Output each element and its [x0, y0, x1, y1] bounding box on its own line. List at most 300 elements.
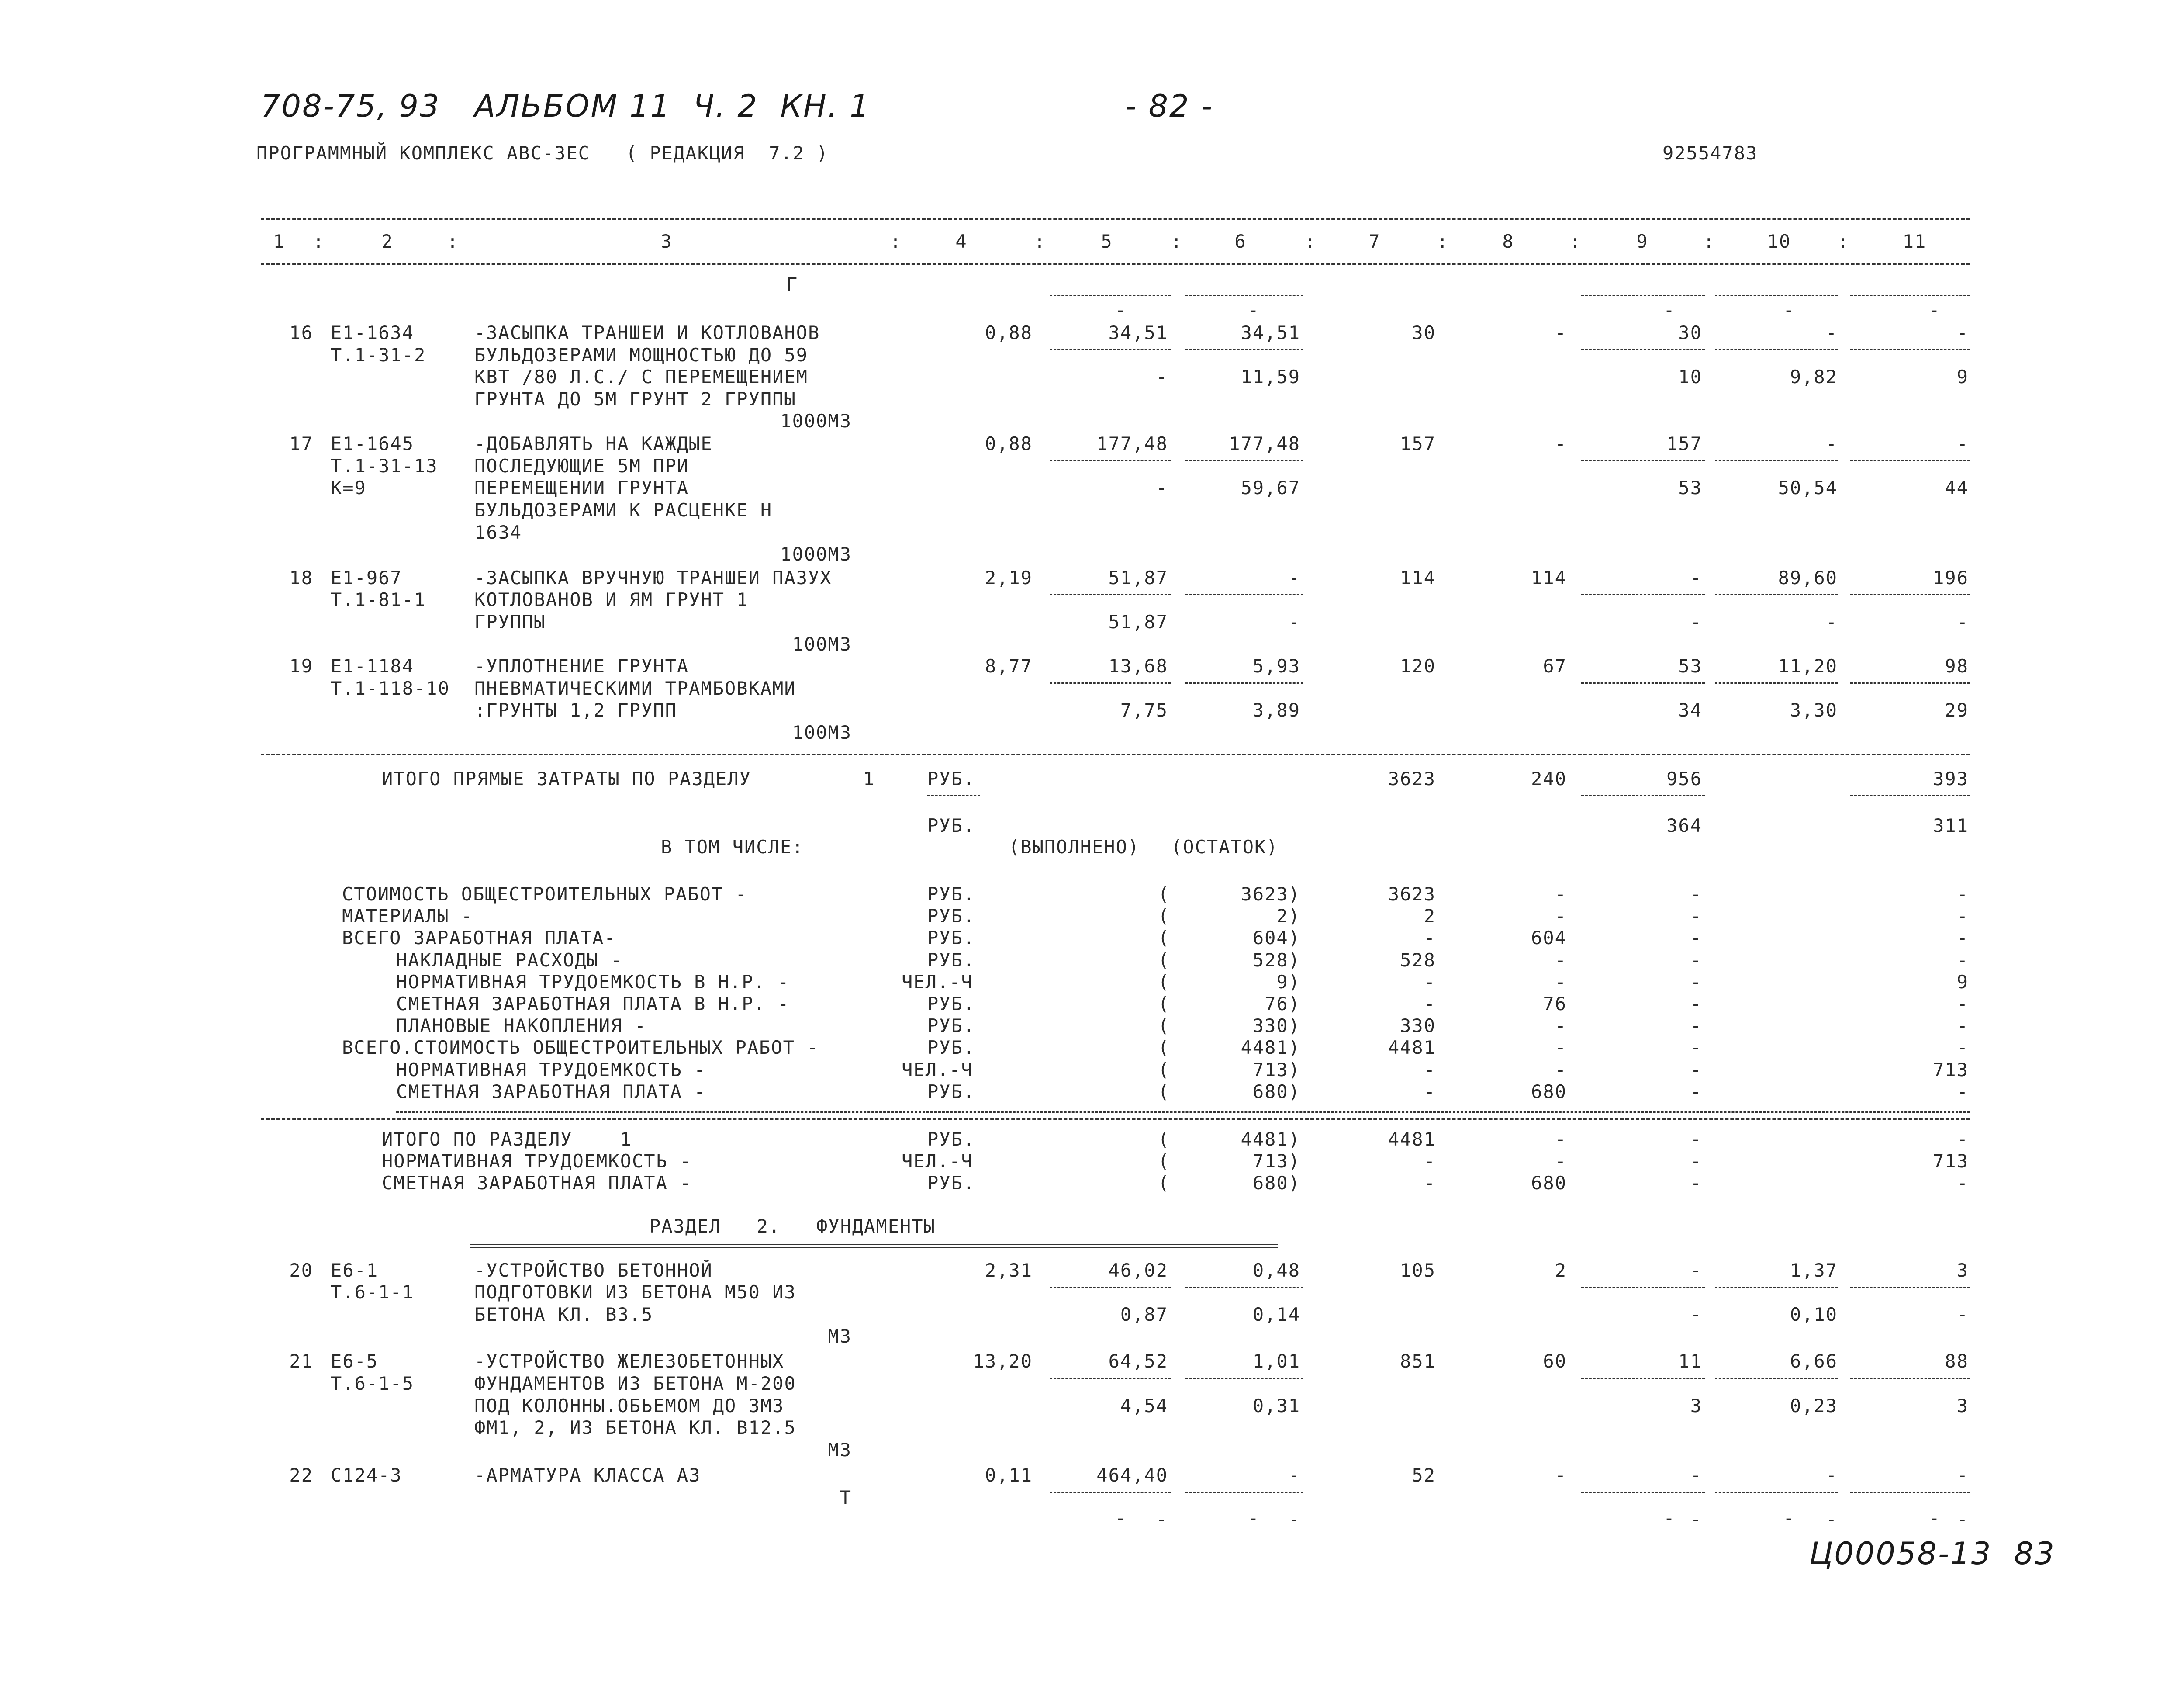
row-unit: Т [840, 1487, 852, 1508]
bracket: ( [1158, 905, 1170, 927]
rate-code: Т.1-31-2 [331, 344, 426, 366]
including-c11: - [1956, 1081, 1969, 1102]
work-description: -ЗАСЫПКА ТРАНШЕИ И КОТЛОВАНОВ [474, 322, 820, 343]
including-item-label: ВСЕГО.СТОИМОСТЬ ОБЩЕСТРОИТЕЛЬНЫХ РАБОТ - [342, 1037, 819, 1058]
cell-c10: - [1825, 322, 1838, 343]
section-title-underline [470, 1244, 1278, 1248]
divider [1715, 1378, 1838, 1379]
including-c9: - [1690, 1081, 1702, 1102]
including-c7: - [1424, 1059, 1436, 1080]
column-header-2: 2 [381, 231, 394, 252]
row-unit: М3 [828, 1439, 852, 1461]
cell-c8: 60 [1543, 1350, 1567, 1372]
including-item-label: ВСЕГО ЗАРАБОТНАЯ ПЛАТА- [342, 927, 616, 949]
section-total-c11: - [1956, 1129, 1969, 1150]
cell-c5: 34,51 [1108, 322, 1168, 343]
cell-c11: 3 [1956, 1260, 1969, 1281]
cell-c10b: - [1825, 611, 1838, 633]
including-item-value: 9) [1276, 971, 1300, 993]
cell-c10: - [1825, 433, 1838, 454]
section-total-unit: РУБ. [927, 1129, 975, 1150]
including-item-unit: РУБ. [927, 949, 975, 971]
row-number: 20 [289, 1260, 313, 1281]
cell-c5b: - [1156, 1509, 1168, 1530]
section-total-label: НОРМАТИВНАЯ ТРУДОЕМКОСТЬ - [382, 1150, 692, 1172]
including-item-label: СМЕТНАЯ ЗАРАБОТНАЯ ПЛАТА В Н.Р. - [396, 993, 790, 1014]
work-description: КВТ /80 Л.С./ С ПЕРЕМЕЩЕНИЕМ [474, 366, 809, 388]
document-code: 92554783 [1662, 142, 1758, 164]
empty-value-dash: - [1248, 299, 1260, 321]
divider [1850, 1378, 1970, 1379]
including-item-value: 3623) [1241, 883, 1300, 905]
work-description: ГРУНТА ДО 5М ГРУНТ 2 ГРУППЫ [474, 388, 796, 410]
including-item-label: СМЕТНАЯ ЗАРАБОТНАЯ ПЛАТА - [396, 1081, 706, 1102]
including-item-unit: РУБ. [927, 905, 975, 927]
cell-c11b: - [1956, 1509, 1969, 1530]
cell-c5: 51,87 [1108, 567, 1168, 589]
cell-c6: 34,51 [1241, 322, 1300, 343]
cell-c6b: 0,31 [1252, 1395, 1300, 1416]
including-c8: 76 [1543, 993, 1567, 1014]
section-total-c9: - [1690, 1172, 1702, 1194]
bracket: ( [1158, 1015, 1170, 1036]
section-total-rule [261, 1118, 1970, 1120]
cell-c9b: 53 [1678, 477, 1702, 499]
including-c7: 3623 [1388, 883, 1436, 905]
column-separator: : [1569, 231, 1582, 252]
cell-c5: 46,02 [1108, 1260, 1168, 1281]
cell-c9: - [1690, 1464, 1702, 1486]
cell-c5b: 51,87 [1108, 611, 1168, 633]
rate-code: Е1-1634 [331, 322, 415, 343]
including-c8: - [1555, 883, 1567, 905]
section-total-value: 680) [1252, 1172, 1300, 1194]
column-separator: : [1837, 231, 1849, 252]
cell-c9: - [1690, 1260, 1702, 1281]
divider [1715, 1287, 1838, 1288]
cell-c5: 177,48 [1096, 433, 1168, 454]
including-item-label: НОРМАТИВНАЯ ТРУДОЕМКОСТЬ В Н.Р. - [396, 971, 790, 993]
divider [1185, 295, 1303, 296]
cell-c6: 0,48 [1252, 1260, 1300, 1281]
including-c8: - [1555, 1059, 1567, 1080]
cell-c9b: 10 [1678, 366, 1702, 388]
cell-c9: 53 [1678, 655, 1702, 677]
work-description: ФУНДАМЕНТОВ ИЗ БЕТОНА М-200 [474, 1373, 796, 1394]
header-rule-bottom [261, 263, 1970, 265]
work-description: -ДОБАВЛЯТЬ НА КАЖДЫЕ [474, 433, 713, 454]
including-c8: 604 [1531, 927, 1567, 949]
cell-c5b: 4,54 [1120, 1395, 1168, 1416]
rate-code: Е1-967 [331, 567, 402, 589]
divider [1715, 349, 1838, 350]
including-c9: - [1690, 927, 1702, 949]
including-c11: - [1956, 993, 1969, 1014]
cell-c7: 52 [1412, 1464, 1436, 1486]
section-total-c7: 4481 [1388, 1129, 1436, 1150]
bracket: ( [1158, 1059, 1170, 1080]
section-total-value: 4481) [1241, 1129, 1300, 1150]
unit-label: Г [786, 274, 798, 295]
column-separator: : [1304, 231, 1317, 252]
work-description: -АРМАТУРА КЛАССА А3 [474, 1464, 701, 1486]
including-c7: 528 [1400, 949, 1436, 971]
divider [1850, 295, 1970, 296]
divider [1185, 460, 1303, 461]
section-total-unit: РУБ. [927, 1172, 975, 1194]
including-c11: - [1956, 905, 1969, 927]
column-separator: : [1703, 231, 1715, 252]
cell-c11b: 44 [1945, 477, 1969, 499]
including-item-unit: РУБ. [927, 883, 975, 905]
column-separator: : [1171, 231, 1183, 252]
cell-c10: - [1825, 1464, 1838, 1486]
divider [1050, 295, 1171, 296]
rate-code: С124-3 [331, 1464, 402, 1486]
work-description: БУЛЬДОЗЕРАМИ К РАСЦЕНКЕ Н [474, 499, 773, 521]
work-description: -УПЛОТНЕНИЕ ГРУНТА [474, 655, 689, 677]
including-c9: - [1690, 883, 1702, 905]
column-separator: : [447, 231, 459, 252]
cell-c4: 2,31 [985, 1260, 1033, 1281]
including-c8: - [1555, 1037, 1567, 1058]
including-c7: - [1424, 993, 1436, 1014]
including-item-unit: РУБ. [927, 993, 975, 1014]
including-c11: - [1956, 1015, 1969, 1036]
cell-c4: 2,19 [985, 567, 1033, 589]
column-header-7: 7 [1368, 231, 1381, 252]
divider [1050, 349, 1171, 350]
including-c8: - [1555, 971, 1567, 993]
cell-c11b: 3 [1956, 1395, 1969, 1416]
including-c11: - [1956, 883, 1969, 905]
work-description: ПОСЛЕДУЮЩИЕ 5М ПРИ [474, 455, 689, 477]
cell-c6b: - [1288, 611, 1300, 633]
column-header-3: 3 [660, 231, 673, 252]
cell-c11: 88 [1945, 1350, 1969, 1372]
divider [1050, 682, 1171, 684]
divider [1850, 460, 1970, 461]
rate-code: Т.1-81-1 [331, 589, 426, 610]
divider [1715, 1492, 1838, 1493]
cell-c5: 64,52 [1108, 1350, 1168, 1372]
section-total-c11: - [1956, 1172, 1969, 1194]
row-number: 19 [289, 655, 313, 677]
cell-c6: - [1288, 567, 1300, 589]
cell-c10b: 0,10 [1790, 1304, 1838, 1325]
empty-value-dash: - [1928, 299, 1941, 321]
handwritten-document-number: 708-75, 93 [261, 88, 441, 124]
cell-c8: 67 [1543, 655, 1567, 677]
bracket: ( [1158, 1129, 1170, 1150]
divider [1715, 295, 1838, 296]
including-item-value: 713) [1252, 1059, 1300, 1080]
work-description: 1634 [474, 522, 522, 543]
cell-c5b: 7,75 [1120, 699, 1168, 721]
section-total-c9: - [1690, 1150, 1702, 1172]
section-total-c7: - [1424, 1150, 1436, 1172]
including-item-value: 330) [1252, 1015, 1300, 1036]
work-description: ПНЕВМАТИЧЕСКИМИ ТРАМБОВКАМИ [474, 678, 796, 699]
total-direct-unit-2: РУБ. [927, 815, 975, 836]
divider [1185, 1492, 1303, 1493]
cell-c11: 196 [1933, 567, 1969, 589]
handwritten-album-reference: АЛЬБОМ 11 Ч. 2 КН. 1 [474, 88, 871, 124]
total-direct-c11b: 311 [1933, 815, 1969, 836]
divider [396, 1111, 1970, 1113]
cell-c11b: 9 [1956, 366, 1969, 388]
row-unit: 1000М3 [780, 410, 852, 432]
section-total-c7: - [1424, 1172, 1436, 1194]
empty-value-dash: - [1783, 1507, 1795, 1529]
column-separator: : [1437, 231, 1449, 252]
including-item-unit: РУБ. [927, 1015, 975, 1036]
bracket: ( [1158, 1037, 1170, 1058]
including-item-unit: РУБ. [927, 1081, 975, 1102]
cell-c4: 0,11 [985, 1464, 1033, 1486]
cell-c6b: - [1288, 1509, 1300, 1530]
section-total-label: ИТОГО ПО РАЗДЕЛУ 1 [382, 1129, 632, 1150]
handwritten-sheet-code: Ц00058-13 83 [1809, 1536, 2056, 1572]
total-direct-c11: 393 [1933, 768, 1969, 789]
work-description: ПОД КОЛОННЫ.ОБЬЕМОМ ДО 3М3 [474, 1395, 784, 1416]
including-c9: - [1690, 1037, 1702, 1058]
work-description: :ГРУНТЫ 1,2 ГРУПП [474, 699, 677, 721]
divider [1850, 682, 1970, 684]
including-c9: - [1690, 1059, 1702, 1080]
section-total-c8: 680 [1531, 1172, 1567, 1194]
cell-c5: 464,40 [1096, 1464, 1168, 1486]
including-item-unit: РУБ. [927, 1037, 975, 1058]
bracket: ( [1158, 883, 1170, 905]
divider [1050, 594, 1171, 595]
cell-c10b: 50,54 [1778, 477, 1838, 499]
cell-c10b: - [1825, 1509, 1838, 1530]
divider [927, 795, 980, 796]
rate-code: К=9 [331, 477, 366, 499]
cell-c9b: - [1690, 1304, 1702, 1325]
column-header-9: 9 [1636, 231, 1648, 252]
cell-c11: 98 [1945, 655, 1969, 677]
including-item-unit: РУБ. [927, 927, 975, 949]
cell-c9: - [1690, 567, 1702, 589]
cell-c9b: 34 [1678, 699, 1702, 721]
empty-value-dash: - [1928, 1507, 1941, 1529]
row-number: 22 [289, 1464, 313, 1486]
section-title: РАЗДЕЛ 2. ФУНДАМЕНТЫ [650, 1215, 936, 1237]
empty-value-dash: - [1663, 1507, 1676, 1529]
bracket: ( [1158, 927, 1170, 949]
including-item-value: 4481) [1241, 1037, 1300, 1058]
divider [1581, 1492, 1705, 1493]
including-item-value: 76) [1265, 993, 1300, 1014]
divider [1715, 460, 1838, 461]
including-item-label: НОРМАТИВНАЯ ТРУДОЕМКОСТЬ - [396, 1059, 706, 1080]
section-total-c9: - [1690, 1129, 1702, 1150]
including-label: В ТОМ ЧИСЛЕ: [661, 836, 804, 858]
cell-c10: 6,66 [1790, 1350, 1838, 1372]
including-c9: - [1690, 993, 1702, 1014]
column-header-10: 10 [1767, 231, 1791, 252]
divider [1581, 795, 1705, 796]
bracket: ( [1158, 971, 1170, 993]
divider [1581, 682, 1705, 684]
row-number: 21 [289, 1350, 313, 1372]
cell-c11b: 29 [1945, 699, 1969, 721]
including-c11: - [1956, 927, 1969, 949]
divider [1715, 594, 1838, 595]
including-item-label: ПЛАНОВЫЕ НАКОПЛЕНИЯ - [396, 1015, 647, 1036]
column-header-5: 5 [1101, 231, 1113, 252]
column-header-6: 6 [1234, 231, 1247, 252]
cell-c9: 157 [1666, 433, 1702, 454]
divider [1050, 460, 1171, 461]
total-direct-c9: 956 [1666, 768, 1702, 789]
column-separator: : [1034, 231, 1046, 252]
bracket: ( [1158, 1172, 1170, 1194]
total-direct-c8: 240 [1531, 768, 1567, 789]
column-header-4: 4 [955, 231, 968, 252]
including-item-value: 680) [1252, 1081, 1300, 1102]
row-unit: 100М3 [792, 722, 852, 743]
work-description: -УСТРОЙСТВО ЖЕЛЕЗОБЕТОННЫХ [474, 1350, 784, 1372]
cell-c7: 851 [1400, 1350, 1436, 1372]
cell-c10: 89,60 [1778, 567, 1838, 589]
rate-code: Т.6-1-1 [331, 1281, 415, 1303]
column-header-1: 1 [273, 231, 285, 252]
divider [1850, 1287, 1970, 1288]
including-c8: - [1555, 905, 1567, 927]
cell-c6: 1,01 [1252, 1350, 1300, 1372]
empty-value-dash: - [1115, 1507, 1127, 1529]
row-number: 16 [289, 322, 313, 343]
total-direct-unit: РУБ. [927, 768, 975, 789]
cell-c6: 177,48 [1229, 433, 1300, 454]
rate-code: Е6-5 [331, 1350, 379, 1372]
remaining-label: (ОСТАТОК) [1171, 836, 1279, 858]
row-unit: 1000М3 [780, 544, 852, 565]
including-c11: 713 [1933, 1059, 1969, 1080]
cell-c10b: 9,82 [1790, 366, 1838, 388]
divider [1850, 594, 1970, 595]
including-c7: 4481 [1388, 1037, 1436, 1058]
divider [1050, 1287, 1171, 1288]
empty-value-dash: - [1783, 299, 1795, 321]
including-item-unit: ЧЕЛ.-Ч [902, 1059, 973, 1080]
cell-c8: 114 [1531, 567, 1567, 589]
including-c7: 330 [1400, 1015, 1436, 1036]
including-item-label: МАТЕРИАЛЫ - [342, 905, 473, 927]
cell-c9: 30 [1678, 322, 1702, 343]
including-c7: - [1424, 1081, 1436, 1102]
including-c8: - [1555, 949, 1567, 971]
including-item-value: 528) [1252, 949, 1300, 971]
cell-c10: 1,37 [1790, 1260, 1838, 1281]
rate-code: Т.1-118-10 [331, 678, 450, 699]
cell-c11: - [1956, 1464, 1969, 1486]
including-c8: - [1555, 1015, 1567, 1036]
section-total-c8: - [1555, 1150, 1567, 1172]
rate-code: Е1-1184 [331, 655, 415, 677]
divider [1581, 460, 1705, 461]
bracket: ( [1158, 949, 1170, 971]
divider [1581, 1287, 1705, 1288]
cell-c6: - [1288, 1464, 1300, 1486]
cell-c11b: - [1956, 1304, 1969, 1325]
divider [1581, 1378, 1705, 1379]
cell-c4: 0,88 [985, 433, 1033, 454]
section-total-unit: ЧЕЛ.-Ч [902, 1150, 973, 1172]
cell-c6b: 0,14 [1252, 1304, 1300, 1325]
cell-c5b: - [1156, 366, 1168, 388]
cell-c11: - [1956, 433, 1969, 454]
section-total-c11: 713 [1933, 1150, 1969, 1172]
cell-c4: 0,88 [985, 322, 1033, 343]
cell-c7: 105 [1400, 1260, 1436, 1281]
divider [1185, 1287, 1303, 1288]
divider [1581, 349, 1705, 350]
divider [1185, 594, 1303, 595]
including-c9: - [1690, 1015, 1702, 1036]
cell-c4: 8,77 [985, 655, 1033, 677]
cell-c11: - [1956, 322, 1969, 343]
divider [1850, 349, 1970, 350]
cell-c9b: - [1690, 611, 1702, 633]
divider [1581, 295, 1705, 296]
program-header: ПРОГРАММНЫЙ КОМПЛЕКС АВС-3ЕС ( РЕДАКЦИЯ 7.2 ) [256, 142, 829, 164]
work-description: ГРУППЫ [474, 611, 546, 633]
total-direct-section: 1 [863, 768, 875, 789]
divider [1850, 795, 1970, 796]
work-description: КОТЛОВАНОВ И ЯМ ГРУНТ 1 [474, 589, 749, 610]
divider [1850, 1492, 1970, 1493]
rate-code: Е1-1645 [331, 433, 415, 454]
cell-c5: 13,68 [1108, 655, 1168, 677]
cell-c8: 2 [1555, 1260, 1567, 1281]
work-description: -УСТРОЙСТВО БЕТОННОЙ [474, 1260, 713, 1281]
column-header-8: 8 [1502, 231, 1514, 252]
empty-value-dash: - [1115, 299, 1127, 321]
including-c8: 680 [1531, 1081, 1567, 1102]
including-c9: - [1690, 971, 1702, 993]
total-direct-label: ИТОГО ПРЯМЫЕ ЗАТРАТЫ ПО РАЗДЕЛУ [382, 768, 751, 789]
including-c11: 9 [1956, 971, 1969, 993]
divider [1050, 1378, 1171, 1379]
work-description: -ЗАСЫПКА ВРУЧНУЮ ТРАНШЕИ ПАЗУХ [474, 567, 832, 589]
cell-c10: 11,20 [1778, 655, 1838, 677]
row-unit: М3 [828, 1326, 852, 1347]
column-separator: : [890, 231, 902, 252]
cell-c6: 5,93 [1252, 655, 1300, 677]
cell-c5b: - [1156, 477, 1168, 499]
cell-c7: 114 [1400, 567, 1436, 589]
column-header-11: 11 [1902, 231, 1927, 252]
empty-value-dash: - [1663, 299, 1676, 321]
divider [1185, 1378, 1303, 1379]
header-rule-top [261, 218, 1970, 220]
bracket: ( [1158, 993, 1170, 1014]
cell-c8: - [1555, 1464, 1567, 1486]
work-description: ФМ1, 2, ИЗ БЕТОНА КЛ. В12.5 [474, 1417, 796, 1438]
including-item-label: СТОИМОСТЬ ОБЩЕСТРОИТЕЛЬНЫХ РАБОТ - [342, 883, 747, 905]
cell-c7: 120 [1400, 655, 1436, 677]
including-item-unit: ЧЕЛ.-Ч [902, 971, 973, 993]
cell-c10b: 3,30 [1790, 699, 1838, 721]
cell-c5b: 0,87 [1120, 1304, 1168, 1325]
including-item-value: 2) [1276, 905, 1300, 927]
cell-c7: 30 [1412, 322, 1436, 343]
including-item-label: НАКЛАДНЫЕ РАСХОДЫ - [396, 949, 623, 971]
